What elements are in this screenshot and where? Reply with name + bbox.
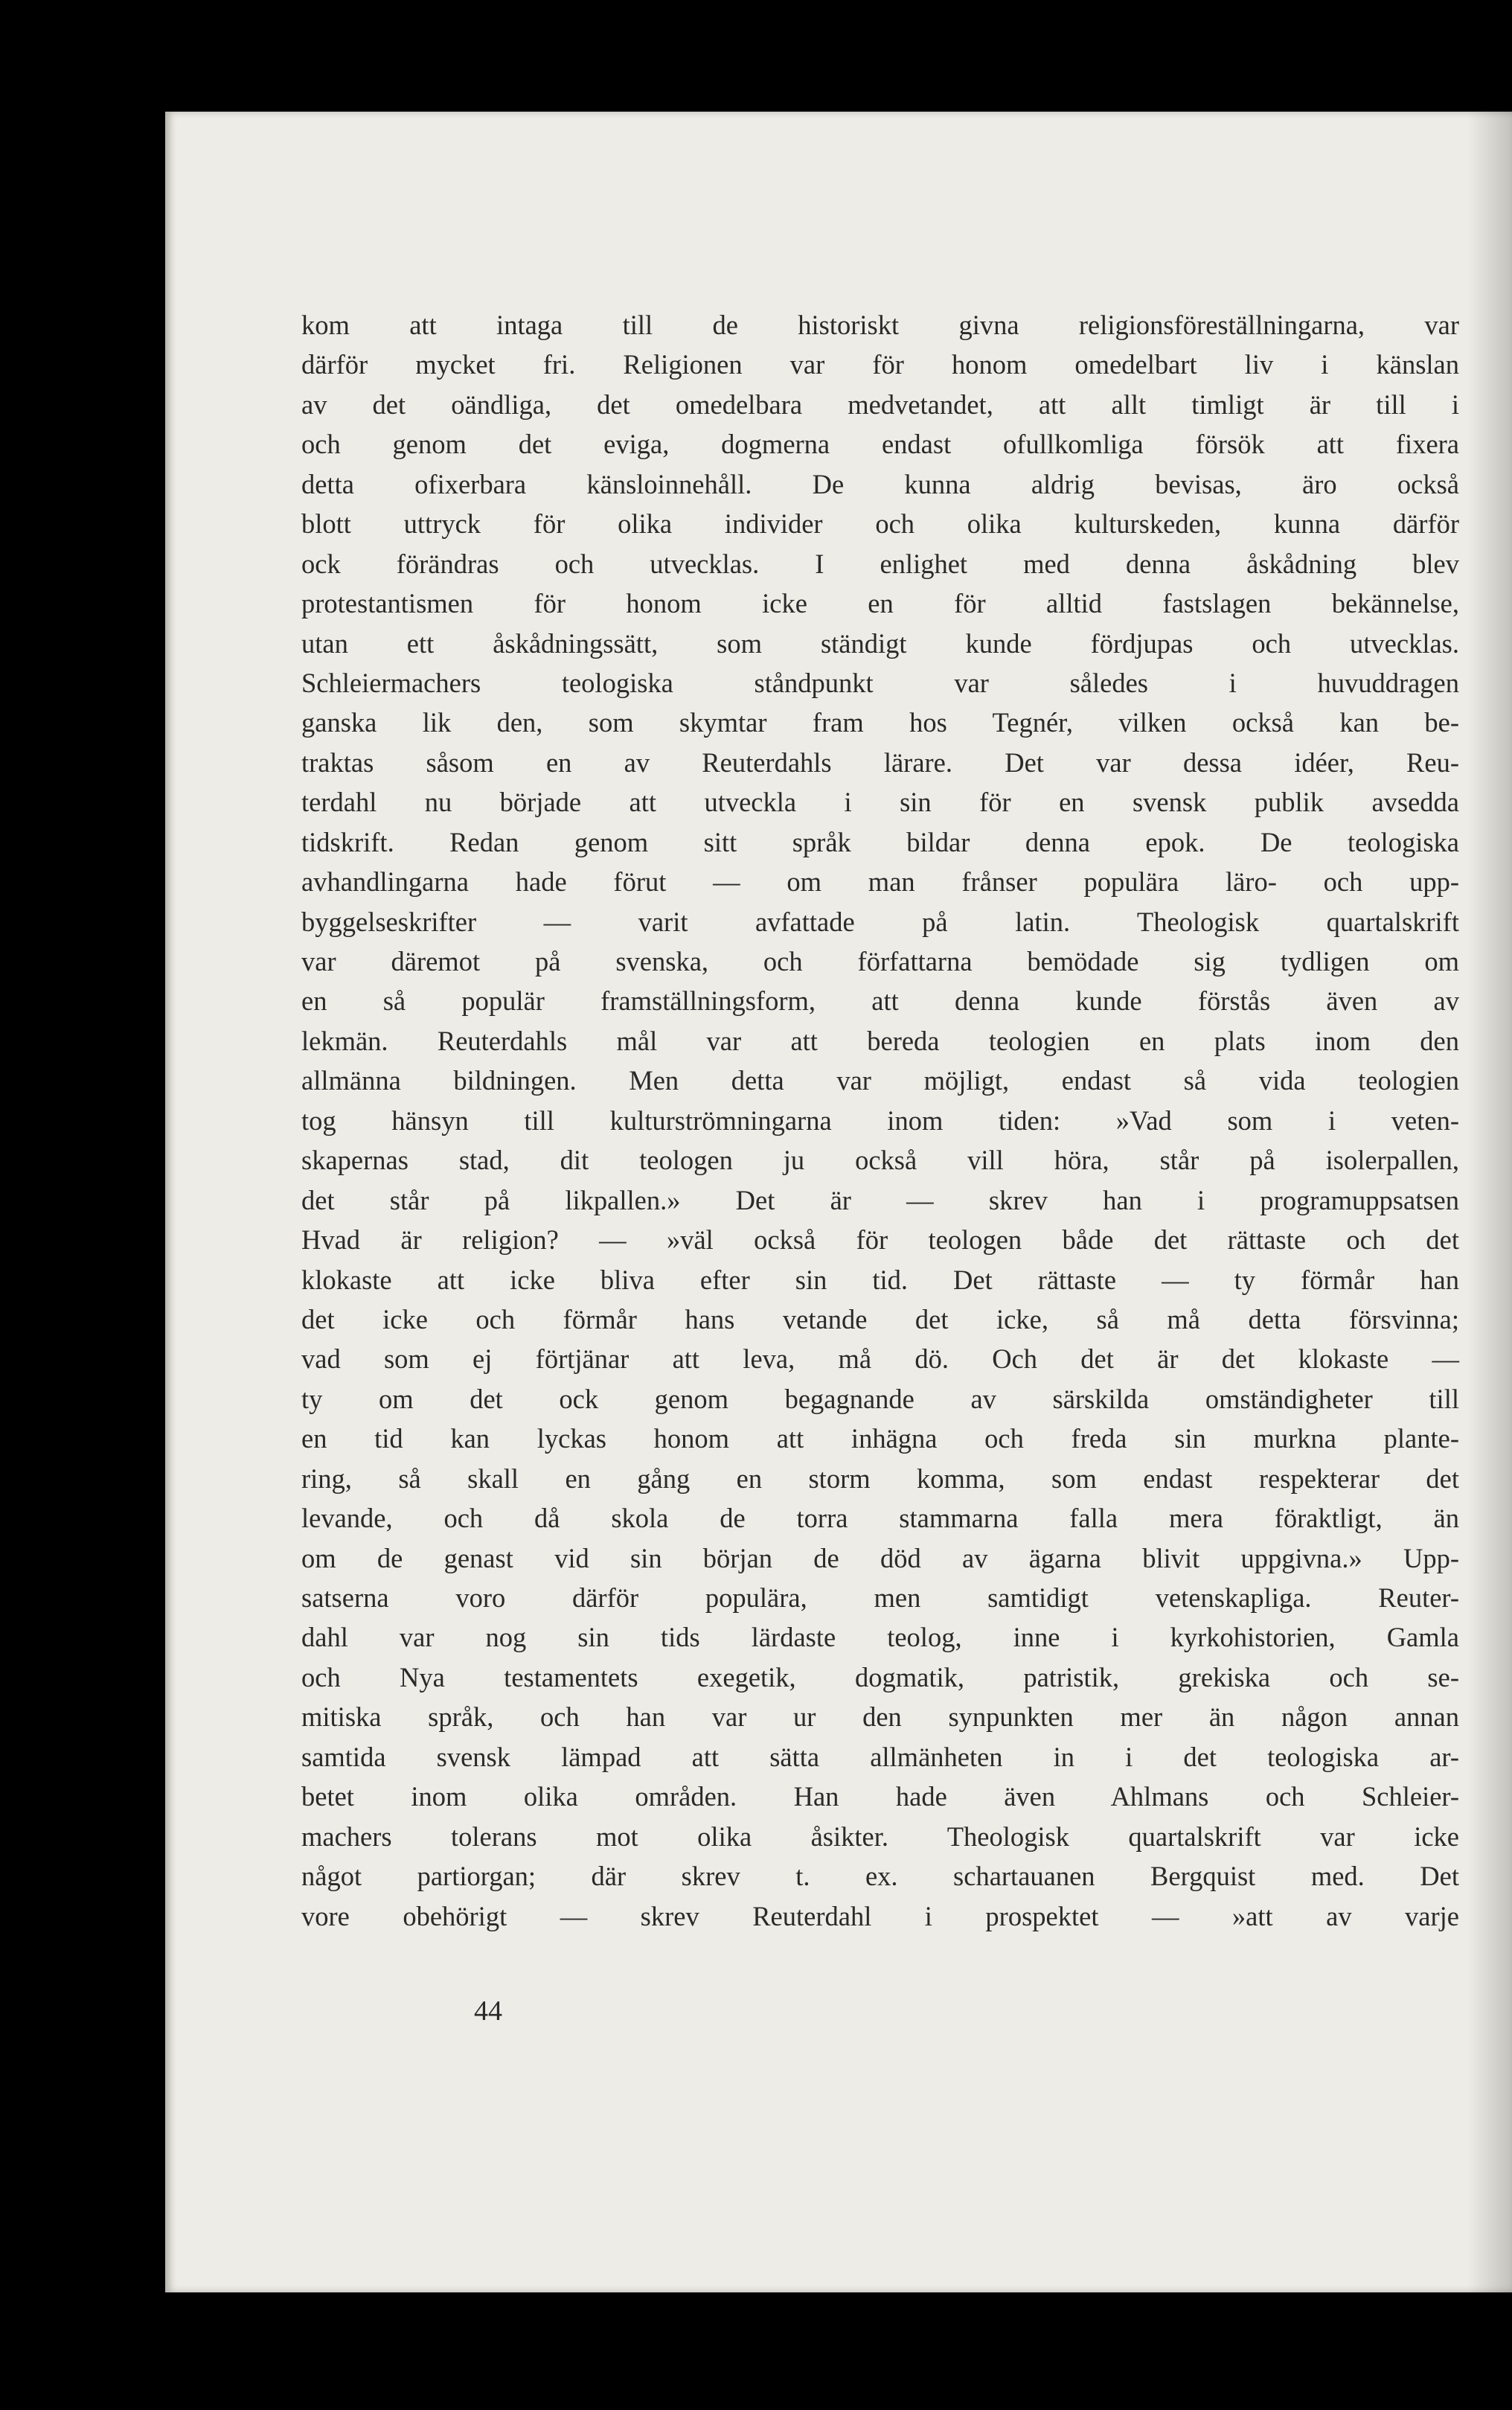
text-line: vore obehörigt — skrev Reuterdahl i prospektet — »att av varje bbox=[301, 1900, 1459, 1931]
text-line: byggelseskrifter — varit avfattade på latin. Theologisk quartalskrift bbox=[301, 906, 1459, 937]
text-line: kom att intaga till de historiskt givna religionsföreställningarna, var bbox=[301, 310, 1459, 340]
text-line: något partiorgan; där skrev t. ex. schartauanen Bergquist med. Det bbox=[301, 1861, 1459, 1892]
text-line: detta ofixerbara känsloinnehåll. De kunna aldrig bevisas, äro också bbox=[301, 468, 1459, 499]
text-line: allmänna bildningen. Men detta var möjligt, endast så vida teologien bbox=[301, 1065, 1459, 1096]
text-line: skapernas stad, dit teologen ju också vill höra, står på isolerpallen, bbox=[301, 1145, 1459, 1176]
text-line: om de genast vid sin början de död av ägarna blivit uppgivna.» Upp- bbox=[301, 1542, 1459, 1573]
text-line: tidskrift. Redan genom sitt språk bildar denna epok. De teologiska bbox=[301, 826, 1459, 857]
text-line: en så populär framställningsform, att denna kunde förstås även av bbox=[301, 985, 1459, 1017]
text-line: blott uttryck för olika individer och olika kulturskeden, kunna därför bbox=[301, 508, 1459, 540]
text-line: var däremot på svenska, och författarna bemödade sig tydligen om bbox=[301, 946, 1459, 977]
text-line: betet inom olika områden. Han hade även Ahlmans och Schleier- bbox=[301, 1781, 1459, 1812]
page-edge-shadow bbox=[1467, 112, 1512, 2292]
text-line: machers tolerans mot olika åsikter. Theologisk quartalskrift var icke bbox=[301, 1821, 1459, 1852]
text-line: satserna voro därför populära, men samtidigt vetenskapliga. Reuter- bbox=[301, 1582, 1459, 1613]
text-line: protestantismen för honom icke en för alltid fastslagen bekännelse, bbox=[301, 588, 1459, 619]
text-line: ock förändras och utvecklas. I enlighet med denna åskådning blev bbox=[301, 548, 1459, 579]
text-line: Hvad är religion? — »väl också för teologen både det rättaste och det bbox=[301, 1224, 1459, 1256]
text-line: utan ett åskådningssätt, som ständigt kunde fördjupas och utvecklas. bbox=[301, 627, 1459, 659]
text-line: det står på likpallen.» Det är — skrev han i programuppsatsen bbox=[301, 1184, 1459, 1215]
text-line: det icke och förmår hans vetande det icke, så må detta försvinna; bbox=[301, 1303, 1459, 1335]
text-line: tog hänsyn till kulturströmningarna inom tiden: »Vad som i veten- bbox=[301, 1105, 1459, 1136]
text-line: ring, så skall en gång en storm komma, som endast respekterar det bbox=[301, 1463, 1459, 1494]
text-line: mitiska språk, och han var ur den synpunkten mer än någon annan bbox=[301, 1701, 1459, 1733]
text-line: lekmän. Reuterdahls mål var att bereda teologien en plats inom den bbox=[301, 1025, 1459, 1056]
text-line: traktas såsom en av Reuterdahls lärare. Det var dessa idéer, Reu- bbox=[301, 747, 1459, 778]
text-line: därför mycket fri. Religionen var för honom omedelbart liv i känslan bbox=[301, 349, 1459, 380]
text-line: levande, och då skola de torra stammarna falla mera föraktligt, än bbox=[301, 1503, 1459, 1534]
text-line: av det oändliga, det omedelbara medvetandet, att allt timligt är till i bbox=[301, 389, 1459, 420]
text-line: ganska lik den, som skymtar fram hos Tegnér, vilken också kan be- bbox=[301, 707, 1459, 738]
text-line: avhandlingarna hade förut — om man frånser populära läro- och upp- bbox=[301, 866, 1459, 898]
body-text bbox=[301, 305, 1462, 1936]
text-line: terdahl nu började att utveckla i sin för en svensk publik avsedda bbox=[301, 787, 1459, 818]
text-line: ty om det ock genom begagnande av särskilda omständigheter till bbox=[301, 1383, 1459, 1414]
text-line: samtida svensk lämpad att sätta allmänheten in i det teologiska ar- bbox=[301, 1741, 1459, 1772]
text-line: klokaste att icke bliva efter sin tid. Det rättaste — ty förmår han bbox=[301, 1264, 1459, 1295]
text-line: och genom det eviga, dogmerna endast ofullkomliga försök att fixera bbox=[301, 429, 1459, 460]
page-number: 44 bbox=[474, 1995, 502, 2027]
text-line: en tid kan lyckas honom att inhägna och freda sin murkna plante- bbox=[301, 1423, 1459, 1454]
text-line: och Nya testamentets exegetik, dogmatik, patristik, grekiska och se- bbox=[301, 1661, 1459, 1693]
text-line: dahl var nog sin tids lärdaste teolog, inne i kyrkohistorien, Gamla bbox=[301, 1622, 1459, 1653]
text-line: Schleiermachers teologiska ståndpunkt var således i huvuddragen bbox=[301, 667, 1459, 698]
text-line: vad som ej förtjänar att leva, må dö. Och det är det klokaste — bbox=[301, 1343, 1459, 1375]
